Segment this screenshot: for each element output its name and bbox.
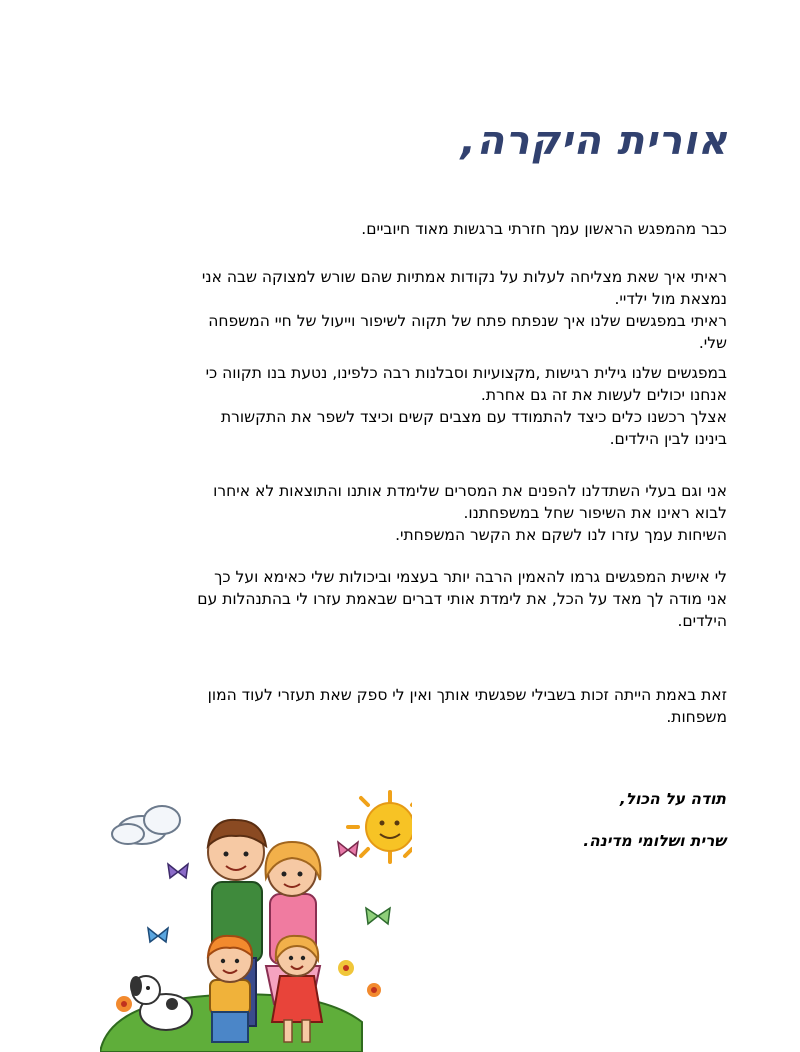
paragraph-line: לי אישית המפגשים גרמו להאמין הרבה יותר בעצמי וביכולות שלי כאימא ועל כך [214, 568, 727, 586]
paragraph-line: זאת באמת הייתה זכות בשבילי שפגשתי אותך ואין לי ספק שאת תעזרי לעוד המון [207, 686, 727, 704]
butterfly-icon [168, 864, 188, 878]
paragraph-line: נמצאת מול ילדיי. [614, 290, 727, 308]
butterfly-icon [148, 928, 168, 942]
paragraph-line: השיחות עמך עזרו לנו לשקם את הקשר המשפחתי. [395, 526, 727, 544]
paragraph-line: אני וגם בעלי השתדלנו להפנים את המסרים שלימדת אותנו והתוצאות לא איחרו [213, 482, 727, 500]
paragraph-2 [119, 266, 727, 354]
flower-icon [367, 983, 381, 997]
closing-line: תודה על הכול, [619, 790, 726, 808]
greeting-title: אורית היקרה, [460, 118, 728, 164]
paragraph-line: ראיתי איך שאת מצליחה לעלות על נקודות אמתיות שהם שורש למצוקה שבה אני [201, 268, 727, 286]
paragraph-line: ראיתי במפגשים שלנו איך שנפתח פתח של תקוה לשיפור וייעול של חיי המשפחה [208, 312, 727, 330]
paragraph-line: אני מודה לך מאד על הכל, את לימדת אותי דברים שבאמת עזרו לי בהתנהלות עם [197, 590, 727, 608]
paragraph-line: הילדים. [677, 612, 727, 630]
flower-icon [116, 996, 132, 1012]
paragraph-line: כבר מהמפגש הראשון עמך חזרתי ברגשות מאוד חיוביים. [361, 220, 727, 238]
paragraph-line: אצלך רכשנו כלים כיצד להתמודד עם מצבים קשים וכיצד לשפר את התקשורת [220, 408, 727, 426]
paragraph-6 [119, 684, 727, 728]
paragraph-line: אנחנו יכולים לעשות את זה גם אחרת. [480, 386, 727, 404]
paragraph-1 [119, 218, 727, 240]
sun-icon [348, 792, 412, 862]
paragraph-5 [119, 566, 727, 632]
butterfly-icon [338, 842, 358, 856]
paragraph-3 [119, 362, 727, 450]
flower-icon [338, 960, 354, 976]
family-illustration-icon [100, 790, 412, 1052]
signature-line: שרית ושלומי מדינה. [583, 832, 726, 850]
paragraph-line: שלי. [698, 334, 727, 352]
paragraph-line: בינינו לבין הילדים. [609, 430, 727, 448]
paragraph-line: במפגשים שלנו גילית רגישות ,מקצועיות וסבלנות רבה כלפינו, נטעת בנו תקווה כי [205, 364, 727, 382]
boy-figure [208, 936, 252, 1042]
paragraph-4 [119, 480, 727, 546]
butterfly-icon [366, 908, 390, 924]
paragraph-line: לבוא ראינו את השיפור שחל במשפחתנו. [463, 504, 727, 522]
paragraph-line: משפחות. [666, 708, 727, 726]
cloud-icon [112, 806, 180, 844]
